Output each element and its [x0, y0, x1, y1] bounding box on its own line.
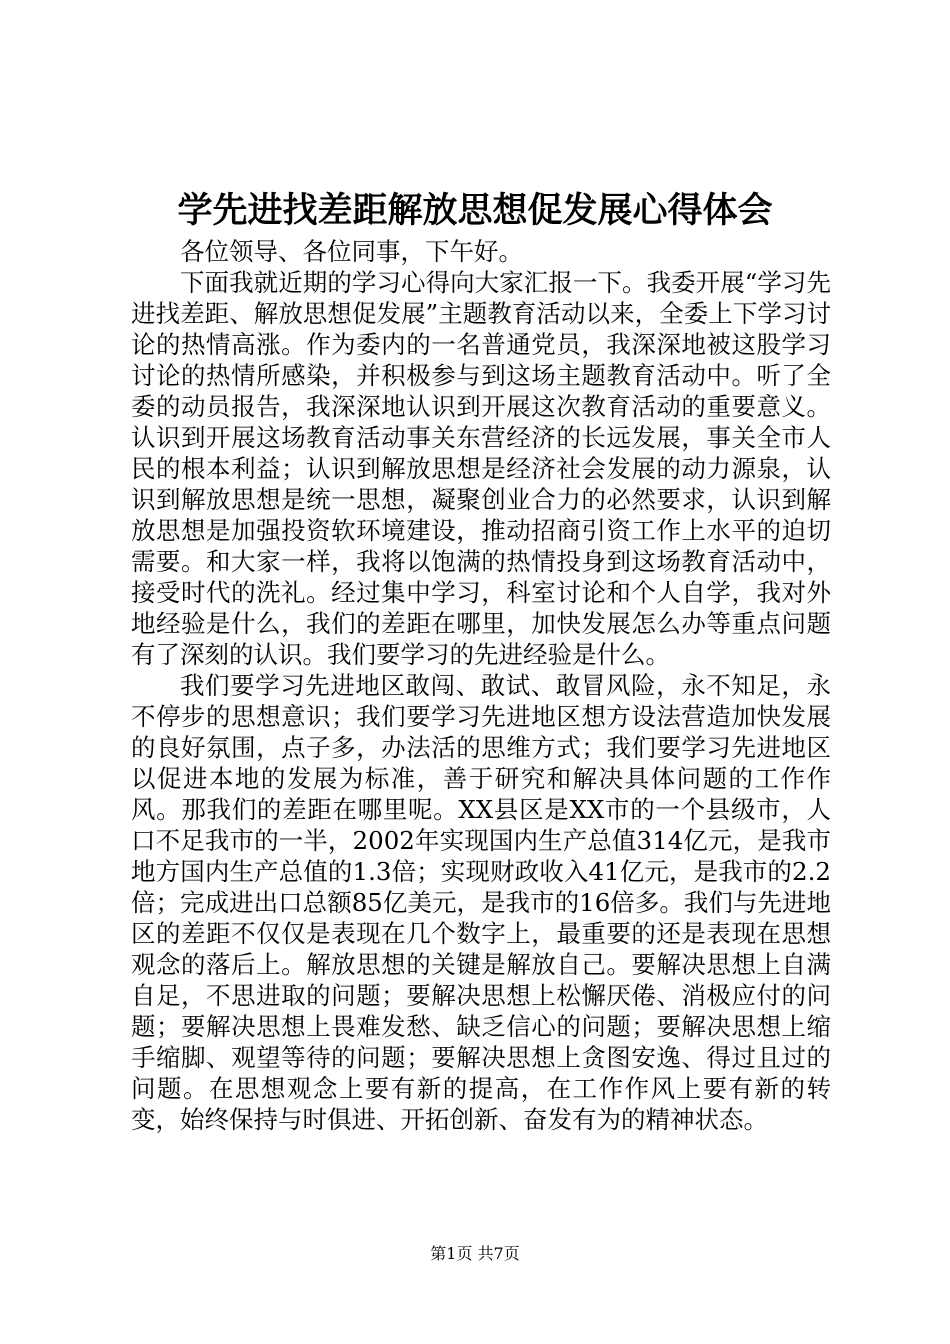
page-title: 学先进找差距解放思想促发展心得体会 [177, 191, 773, 231]
paragraph-gap-analysis: 我们要学习先进地区敢闯、敢试、敢冒风险，永不知足，永不停步的思想意识；我们要学习先进地区想方设法营造加快发展的良好氛围，点子多，办法活的思维方式；我们要学习先进地区以促进本地的发展为标准，善于研究和解决具体问题的工作作风。那我们的差距在哪里呢。XX县区是XX市的一个县级市，人口不足我市的一半，2002年实现国内生产总值314亿元，是我市地方国内生产总值的1.3倍；实现财政收入41亿元，是我市的2.2倍；完成进出口总额85亿美元，是我市的16倍多。我们与先进地区的差距不仅仅是表现在几个数字上，最重要的还是表现在思想观念的落后上。解放思想的关键是解放自己。要解决思想上自满自足，不思进取的问题；要解决思想上松懈厌倦、消极应付的问题；要解决思想上畏难发愁、缺乏信心的问题；要解决思想上缩手缩脚、观望等待的问题；要解决思想上贪图安逸、得过且过的问题。在思想观念上要有新的提高，在工作作风上要有新的转变，始终保持与时俱进、开拓创新、奋发有为的精神状态。 [131, 671, 831, 1134]
paragraph-report: 下面我就近期的学习心得向大家汇报一下。我委开展“学习先进找差距、解放思想促发展”主题教育活动以来，全委上下学习讨论的热情高涨。作为委内的一名普通党员，我深深地被这股学习讨论的热情所感染，并积极参与到这场主题教育活动中。听了全委的动员报告，我深深地认识到开展这次教育活动的重要意义。认识到开展这场教育活动事关东营经济的长远发展，事关全市人民的根本利益；认识到解放思想是经济社会发展的动力源泉，认识到解放思想是统一思想，凝聚创业合力的必然要求，认识到解放思想是加强投资软环境建设，推动招商引资工作上水平的迫切需要。和大家一样，我将以饱满的热情投身到这场教育活动中，接受时代的洗礼。经过集中学习，科室讨论和个人自学，我对外地经验是什么，我们的差距在哪里，加快发展怎么办等重点问题有了深刻的认识。我们要学习的先进经验是什么。 [131, 268, 831, 669]
page-footer: 第1页 共7页 [430, 1244, 520, 1263]
paragraph-greeting: 各位领导、各位同事，下午好。 [180, 237, 523, 266]
document-body [131, 236, 831, 1135]
